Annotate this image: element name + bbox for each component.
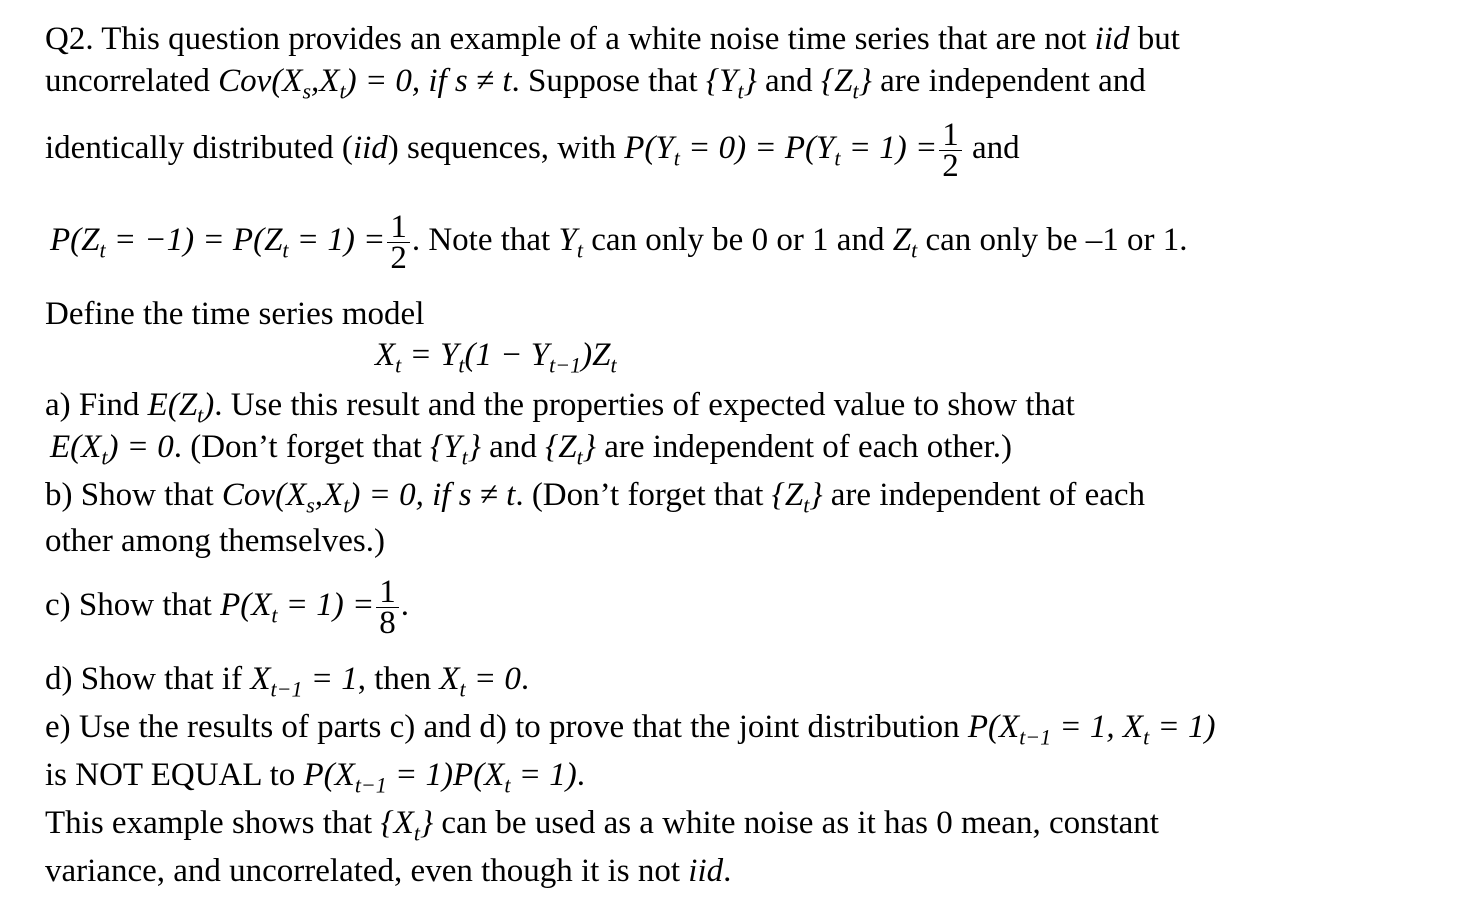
- text: can be used as a white noise as it has 0 mean, constant: [441, 805, 1159, 841]
- math-part: ) = 0, if s ≠ t: [349, 477, 516, 513]
- math-part: = 1) =: [288, 222, 386, 258]
- math-y: [558, 222, 583, 263]
- text: are independent and: [880, 63, 1146, 99]
- math-part: P(X: [967, 709, 1020, 745]
- math-part: }: [419, 805, 434, 841]
- math-x-curr: [439, 661, 521, 702]
- text-italic: iid: [1094, 21, 1130, 57]
- fraction-one-half: [387, 208, 410, 276]
- math-prob-z: [50, 222, 386, 263]
- math-sub: t: [339, 78, 346, 104]
- math-prob-y: [624, 130, 938, 171]
- math-sub: t: [576, 444, 583, 470]
- math-sub: t−1: [270, 676, 303, 702]
- math-part: }: [809, 477, 823, 513]
- text: other among themselves.): [45, 523, 385, 559]
- math-cov: [221, 477, 516, 518]
- math-sub: t: [852, 78, 859, 104]
- text: .: [400, 587, 410, 623]
- math-product-prob: [303, 757, 577, 798]
- math-part: = 1) =: [840, 130, 938, 166]
- math-z: [892, 222, 918, 263]
- part-d: [45, 660, 529, 709]
- text: . (Don’t forget that: [173, 429, 422, 465]
- text: b) Show that: [45, 477, 214, 513]
- math-part: Cov(X: [218, 63, 303, 99]
- math-part: ,X: [311, 63, 340, 99]
- math-sub: t: [343, 492, 350, 518]
- math-part: ) = 0: [107, 429, 174, 465]
- fraction-numerator: 1: [376, 577, 399, 608]
- math-part: X: [439, 661, 460, 697]
- text: d) Show that if: [45, 661, 243, 697]
- text: . Suppose that: [511, 63, 698, 99]
- text: and: [489, 429, 537, 465]
- text: are independent of each other.): [604, 429, 1012, 465]
- math-sub: t: [99, 237, 106, 263]
- math-part: {Z: [820, 63, 853, 99]
- text: and: [765, 63, 813, 99]
- text: . Use this result and the properties of expected value to show that: [214, 387, 1075, 423]
- text: uncorrelated: [45, 63, 210, 99]
- question-line-5: [45, 295, 424, 333]
- math-part: Y: [558, 222, 577, 258]
- math-part: Z: [892, 222, 912, 258]
- math-part: {Y: [705, 63, 738, 99]
- text: variance, and uncorrelated, even though it is not: [45, 853, 681, 889]
- math-part: E(Z: [147, 387, 198, 423]
- math-sub: t: [197, 402, 204, 428]
- fraction-one-eighth: [376, 573, 399, 641]
- text: This example shows that: [45, 805, 373, 841]
- text: Q2. This question provides an example of a white noise time series that are not: [45, 21, 1087, 57]
- math-part: = −1) = P(Z: [105, 222, 283, 258]
- math-x-prev: [250, 661, 358, 702]
- math-sub: t: [504, 772, 511, 798]
- math-x-seq: [380, 805, 434, 846]
- text: can only be –1 or 1.: [925, 222, 1188, 258]
- math-part: = 1) =: [277, 587, 375, 623]
- math-sub: s: [302, 78, 312, 104]
- part-a-line-2: [50, 428, 1012, 477]
- text: Define the time series model: [45, 296, 425, 332]
- math-y-seq: [705, 63, 757, 104]
- math-part: ): [203, 387, 215, 423]
- math-part: )Z: [581, 337, 611, 373]
- question-line-1: [45, 20, 1180, 58]
- math-part: {Z: [771, 477, 804, 513]
- math-part: = 1)P(X: [386, 757, 505, 793]
- math-part: ,X: [314, 477, 344, 513]
- text: but: [1137, 21, 1180, 57]
- math-sub: t: [911, 237, 918, 263]
- text: . (Don’t forget that: [515, 477, 764, 513]
- text-italic: iid: [688, 853, 724, 889]
- part-b-line-1: [45, 476, 1145, 525]
- math-part: E(X: [50, 429, 102, 465]
- math-part: P(Y: [624, 130, 674, 166]
- text: can only be 0 or 1 and: [591, 222, 885, 258]
- fraction-numerator: 1: [939, 120, 962, 151]
- math-sub: t: [610, 352, 617, 378]
- text: .: [576, 757, 585, 793]
- math-part: = 0) = P(Y: [679, 130, 835, 166]
- text: is NOT EQUAL to: [45, 757, 296, 793]
- math-sub: s: [306, 492, 315, 518]
- fraction-denominator: 8: [379, 604, 396, 641]
- math-sub: t: [461, 444, 468, 470]
- fraction-denominator: 2: [942, 147, 959, 184]
- text: ) sequences, with: [387, 130, 616, 166]
- text: , then: [357, 661, 432, 697]
- math-part: ) = 0, if s ≠ t: [345, 63, 512, 99]
- math-part: = 1, X: [1051, 709, 1144, 745]
- math-sub: t: [737, 78, 744, 104]
- math-ex: [50, 429, 174, 470]
- text: e) Use the results of parts c) and d) to prove that the joint distribution: [45, 709, 960, 745]
- part-b-line-2: [45, 522, 385, 560]
- question-line-3: [45, 118, 1020, 189]
- math-ez: [147, 387, 215, 428]
- math-cov: [218, 63, 512, 104]
- math-y-seq: [430, 429, 481, 470]
- math-part: {Z: [545, 429, 577, 465]
- math-prob-x: [220, 587, 375, 628]
- math-sub: t: [271, 602, 278, 628]
- text-italic: iid: [352, 130, 388, 166]
- part-e-line-1: [45, 708, 1215, 757]
- text: .: [520, 661, 530, 697]
- math-part: P(Z: [50, 222, 100, 258]
- math-part: {Y: [430, 429, 462, 465]
- closing-line-1: [45, 804, 1159, 853]
- part-c: [45, 575, 409, 646]
- math-part: P(X: [220, 587, 272, 623]
- math-part: }: [467, 429, 481, 465]
- math-part: (1 − Y: [464, 337, 550, 373]
- math-sub: t: [1143, 724, 1150, 750]
- question-line-2: [45, 62, 1146, 111]
- math-model: [375, 337, 617, 378]
- math-z-seq: [545, 429, 596, 470]
- math-part: Cov(X: [221, 477, 307, 513]
- fraction-one-half: [939, 116, 962, 184]
- fraction-numerator: 1: [387, 212, 410, 243]
- text: and: [972, 130, 1020, 166]
- math-sub: t: [673, 145, 680, 171]
- math-z-seq: [820, 63, 872, 104]
- math-sub: t: [458, 352, 465, 378]
- math-part: P(X: [303, 757, 355, 793]
- math-sub: t: [101, 444, 108, 470]
- math-sub: t: [395, 352, 402, 378]
- math-part: {X: [380, 805, 414, 841]
- text: c) Show that: [45, 587, 212, 623]
- math-z-seq: [771, 477, 823, 518]
- math-part: = Y: [401, 337, 459, 373]
- text: identically distributed (: [45, 130, 353, 166]
- math-part: = 1): [1149, 709, 1216, 745]
- math-sub: t−1: [354, 772, 387, 798]
- math-part: = 0: [465, 661, 521, 697]
- math-sub: t: [282, 237, 289, 263]
- math-part: = 1: [302, 661, 358, 697]
- math-part: }: [858, 63, 872, 99]
- math-part: X: [375, 337, 396, 373]
- math-sub: t: [803, 492, 810, 518]
- math-sub: t−1: [1019, 724, 1052, 750]
- math-sub: t: [834, 145, 841, 171]
- text: a) Find: [45, 387, 140, 423]
- math-sub: t−1: [549, 352, 582, 378]
- math-part: }: [743, 63, 757, 99]
- text: are independent of each: [830, 477, 1146, 513]
- math-part: }: [582, 429, 596, 465]
- text: .: [723, 853, 732, 889]
- math-sub: t: [576, 237, 583, 263]
- math-sub: t: [413, 820, 420, 846]
- part-e-line-2: [45, 756, 585, 805]
- closing-line-2: [45, 852, 731, 890]
- math-part: = 1): [510, 757, 577, 793]
- math-sub: t: [459, 676, 466, 702]
- fraction-denominator: 2: [390, 239, 407, 276]
- question-line-4: [50, 210, 1188, 281]
- text: . Note that: [411, 222, 551, 258]
- model-equation: [375, 336, 617, 385]
- math-joint-prob: [967, 709, 1216, 750]
- math-part: X: [250, 661, 271, 697]
